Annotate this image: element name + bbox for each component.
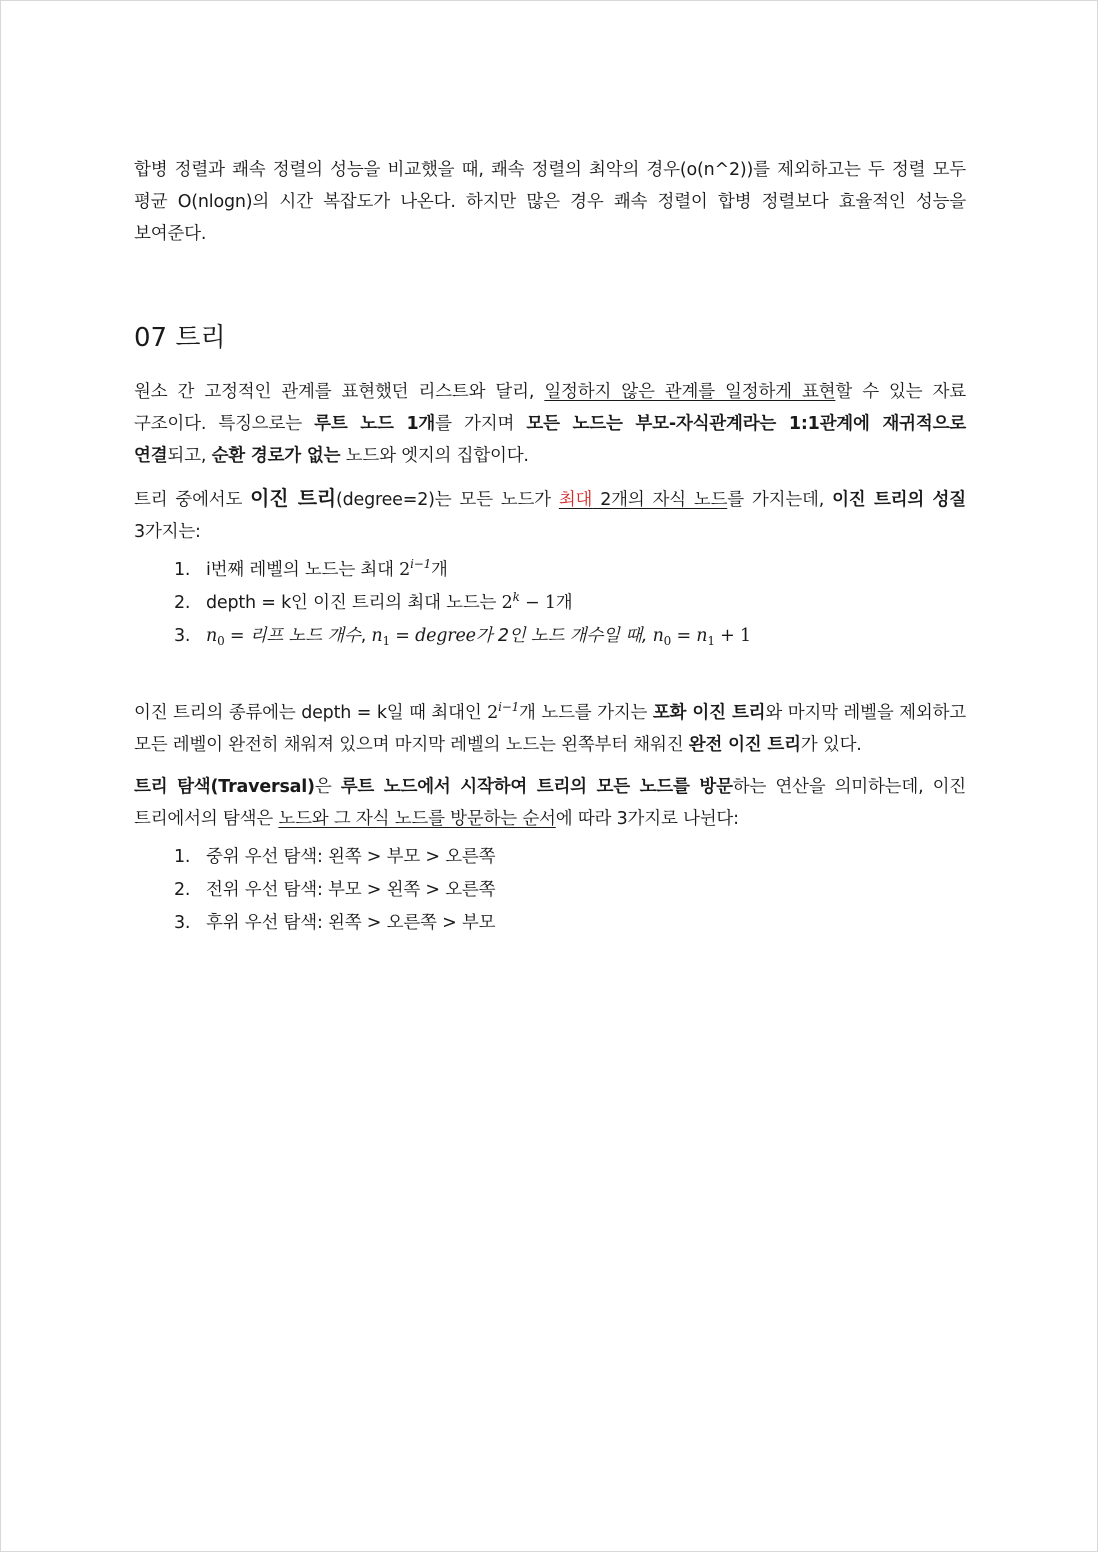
document-content: [134, 154, 966, 940]
bold-text: 이진 트리의 성질: [832, 490, 966, 510]
text: 트리 중에서도: [134, 490, 251, 510]
bold-text: 모든 노드는 부모-자식관계라는 1:1관계에 재귀적으로 연결: [134, 414, 966, 466]
text: 할 수 있는 자료 구조이다. 특징으로는: [134, 382, 966, 434]
bold-large-text: 이진 트리: [250, 486, 336, 510]
list-number: 1.: [174, 560, 191, 580]
text: depth = k인 이진 트리의 최대 노드는: [206, 593, 502, 613]
math-base: 2: [399, 560, 411, 580]
tree-definition-paragraph: [134, 376, 966, 472]
list-item: [134, 587, 966, 620]
section-title: 07 트리: [134, 323, 226, 353]
text: (degree=2)는 모든 노드가: [335, 490, 559, 510]
underlined-text: 2개의 자식 노드: [592, 490, 728, 510]
intro-paragraph: 합병 정렬과 쾌속 정렬의 성능을 비교했을 때, 쾌속 정렬의 최악의 경우(o(n^2))를 제외하고는 두 정렬 모두 평균 O(nlogn)의 시간 복잡도가 나온다. 하지만 많은 경우 쾌속 정렬이 합병 정렬보다 효율적인 성능을 보여준다.: [134, 160, 966, 244]
text: 하는 연산을 의미하는데, 이진 트리에서의 탐색은: [134, 777, 966, 829]
math-exponent: i−1: [498, 700, 520, 714]
text: 3가지는:: [134, 522, 201, 542]
bold-text: 순환 경로가 없는: [211, 446, 341, 466]
tree-types-paragraph: [134, 697, 966, 761]
list-number: 1.: [174, 847, 191, 867]
binary-tree-paragraph: [134, 482, 966, 548]
traversal-orders-list: [134, 841, 966, 940]
text: − 1개: [519, 593, 573, 613]
text: 와 마지막 레벨을 제외하고 모든 레벨이 완전히 채워져 있으며 마지막 레벨의 노드는 왼쪽부터 채워진: [134, 703, 966, 755]
text: 개: [431, 560, 448, 580]
math-base: 2: [501, 593, 513, 613]
text: 가 있다.: [800, 735, 862, 755]
list-number: 2.: [174, 593, 191, 613]
text: 에 따라 3가지로 나뉜다:: [555, 809, 739, 829]
bold-text: 포화 이진 트리: [652, 703, 766, 723]
traversal-paragraph: [134, 771, 966, 835]
list-item: [134, 841, 966, 874]
text: 이진 트리의 종류에는 depth = k일 때 최대인: [134, 703, 488, 723]
math-var: n: [652, 626, 664, 646]
text: 를 가지며: [435, 414, 527, 434]
list-item: [134, 554, 966, 587]
math-var: degree: [415, 626, 476, 646]
math-op: + 1: [714, 626, 751, 646]
text: 중위 우선 탐색: 왼쪽 > 부모 > 오른쪽: [206, 847, 496, 867]
list-number: 2.: [174, 880, 191, 900]
text: 후위 우선 탐색: 왼쪽 > 오른쪽 > 부모: [206, 913, 496, 933]
math-op: =: [389, 626, 416, 646]
math-subscript: 1: [707, 634, 715, 648]
math-base: 2: [487, 703, 499, 723]
math-text: 인 노드 개수일 때,: [508, 626, 648, 646]
text: i번째 레벨의 노드는 최대: [206, 560, 400, 580]
math-exponent: i−1: [410, 557, 432, 571]
list-number: 3.: [174, 913, 191, 933]
math-subscript: 0: [217, 634, 225, 648]
math-text: 가 2: [475, 626, 509, 646]
text: 노드와 엣지의 집합이다.: [340, 446, 529, 466]
text: 개 노드를 가지는: [519, 703, 653, 723]
text: ,: [360, 626, 372, 646]
math-text: 리프 노드 개수: [249, 626, 361, 646]
math-var: n: [696, 626, 708, 646]
text: 되고,: [167, 446, 212, 466]
bold-text: 루트 노드에서 시작하여 트리의 모든 노드를 방문: [340, 777, 733, 797]
list-number: 3.: [174, 626, 191, 646]
math-var: n: [206, 626, 218, 646]
bold-text: 루트 노드 1개: [314, 414, 436, 434]
bold-text: 완전 이진 트리: [688, 735, 801, 755]
text: 은: [314, 777, 341, 797]
math-op: =: [224, 626, 250, 646]
underlined-text: 노드와 그 자식 노드를 방문하는 순서: [278, 809, 556, 829]
list-item: [134, 874, 966, 907]
text: 원소 간 고정적인 관계를 표현했던 리스트와 달리,: [134, 382, 545, 402]
math-exponent: k: [512, 590, 520, 604]
math-subscript: 0: [663, 634, 672, 648]
math-var: n: [371, 626, 383, 646]
properties-list: [134, 554, 966, 653]
underlined-text: 일정하지 않은 관계를 일정하게 표현: [544, 382, 836, 402]
text: 를 가지는데,: [727, 490, 833, 510]
red-highlight-text: 최대: [558, 490, 593, 510]
list-item: [134, 620, 966, 653]
bold-text: 트리 탐색(Traversal): [134, 777, 315, 797]
list-item: [134, 907, 966, 940]
text: 전위 우선 탐색: 부모 > 왼쪽 > 오른쪽: [206, 880, 496, 900]
math-op: =: [671, 626, 697, 646]
math-subscript: 1: [382, 634, 390, 648]
